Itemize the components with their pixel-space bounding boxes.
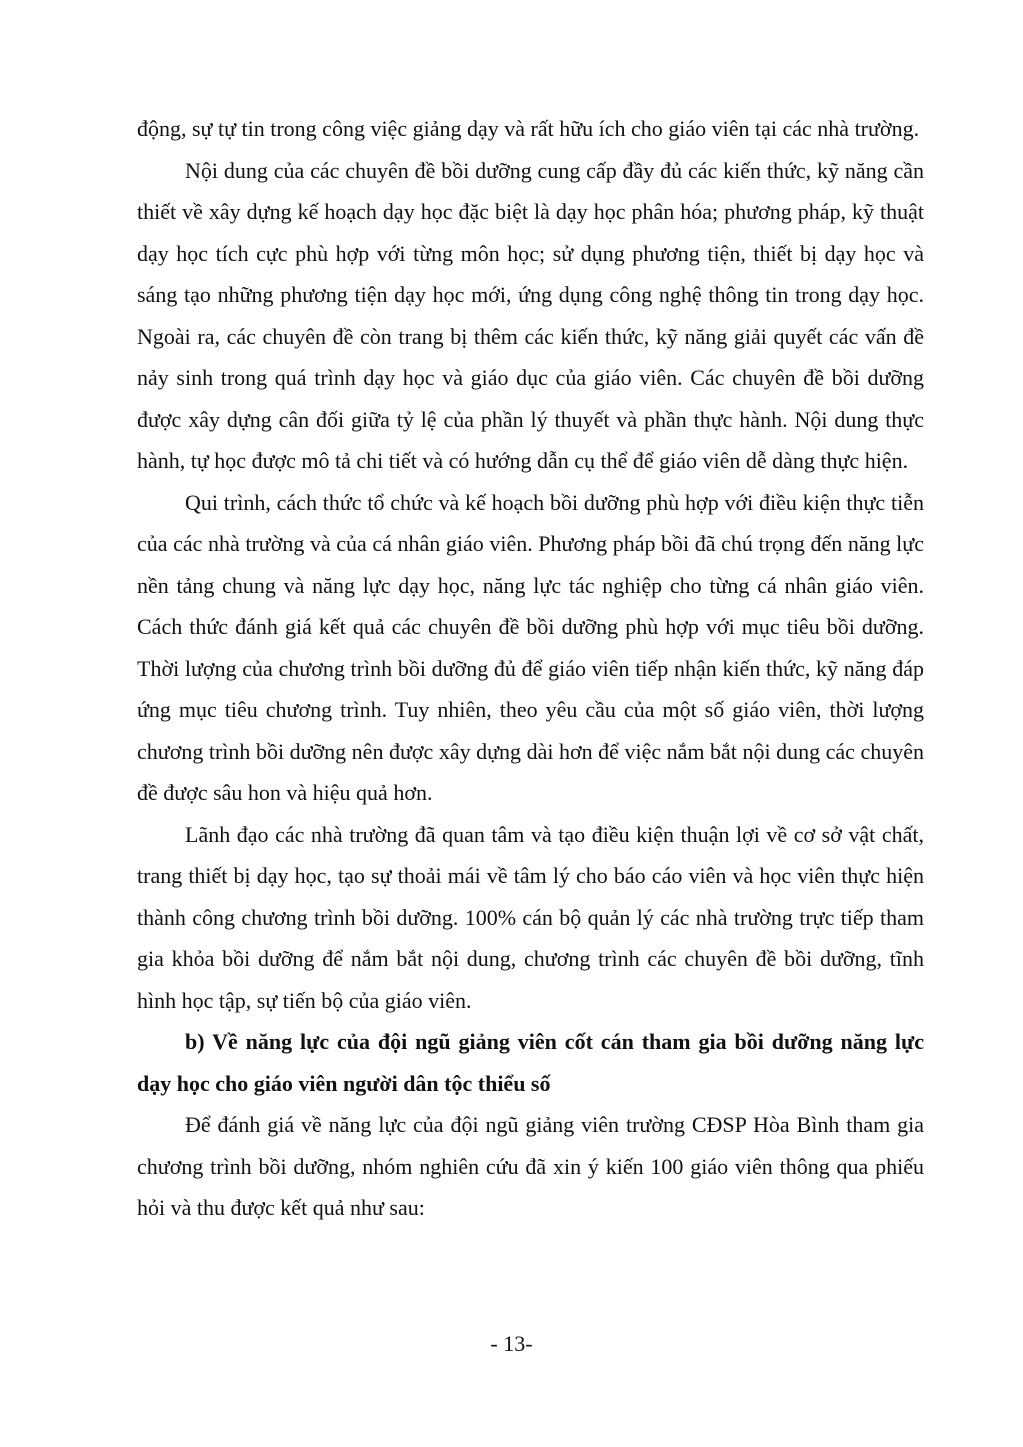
body-paragraph-process: Qui trình, cách thức tổ chức và kế hoạch bồi dưỡng phù hợp với điều kiện thực tiễn của các nhà trường và của cá nhân giáo viên. Phương pháp bồi đã chú trọng đến năng lực nền tảng chung và năng lực dạy học, năng lực tác nghiệp cho từng cá nhân giáo viên. Cách thức đánh giá kết quả các chuyên đề bồi dưỡng phù hợp với mục tiêu bồi dưỡng. Thời lượng của chương trình bồi dưỡng đủ để giáo viên tiếp nhận kiến thức, kỹ năng đáp ứng mục tiêu chương trình. Tuy nhiên, theo yêu cầu của một số giáo viên, thời lượng chương trình bồi dưỡng nên được xây dựng dài hơn để việc nắm bắt nội dung các chuyên đề được sâu hon và hiệu quả hơn. — [137, 489, 924, 805]
body-paragraph-survey: Để đánh giá về năng lực của đội ngũ giảng viên trường CĐSP Hòa Bình tham gia chương trình bồi dưỡng, nhóm nghiên cứu đã xin ý kiến 100 giáo viên thông qua phiếu hỏi và thu được kết quả như sau: — [137, 1112, 924, 1220]
page-number: - 13- — [490, 1331, 533, 1356]
page-body — [137, 108, 924, 1229]
section-heading: b) Về năng lực của đội ngũ giảng viên cốt cán tham gia bồi dưỡng năng lực dạy học cho giáo viên người dân tộc thiểu số — [137, 1029, 924, 1096]
body-paragraph-continued: động, sự tự tin trong công việc giảng dạy và rất hữu ích cho giáo viên tại các nhà trường. — [137, 116, 920, 141]
body-paragraph-leadership: Lãnh đạo các nhà trường đã quan tâm và tạo điều kiện thuận lợi về cơ sở vật chất, trang thiết bị dạy học, tạo sự thoải mái về tâm lý cho báo cáo viên và học viên thực hiện thành công chương trình bồi dưỡng. 100% cán bộ quản lý các nhà trường trực tiếp tham gia khỏa bồi dưỡng để nắm bắt nội dung, chương trình các chuyên đề bồi dưỡng, tĩnh hình học tập, sự tiến bộ của giáo viên. — [137, 821, 924, 1013]
body-paragraph-course-content: Nội dung của các chuyên đề bồi dưỡng cung cấp đầy đủ các kiến thức, kỹ năng cần thiết về xây dựng kế hoạch dạy học đặc biệt là dạy học phân hóa; phương pháp, kỹ thuật dạy học tích cực phù hợp với từng môn học; sử dụng phương tiện, thiết bị dạy học và sáng tạo những phương tiện dạy học mới, ứng dụng công nghệ thông tin trong dạy học. Ngoài ra, các chuyên đề còn trang bị thêm các kiến thức, kỹ năng giải quyết các vấn đề nảy sinh trong quá trình dạy học và giáo dục của giáo viên. Các chuyên đề bồi dưỡng được xây dựng cân đối giữa tỷ lệ của phần lý thuyết và phần thực hành. Nội dung thực hành, tự học được mô tả chi tiết và có hướng dẫn cụ thể để giáo viên dễ dàng thực hiện. — [137, 157, 924, 473]
